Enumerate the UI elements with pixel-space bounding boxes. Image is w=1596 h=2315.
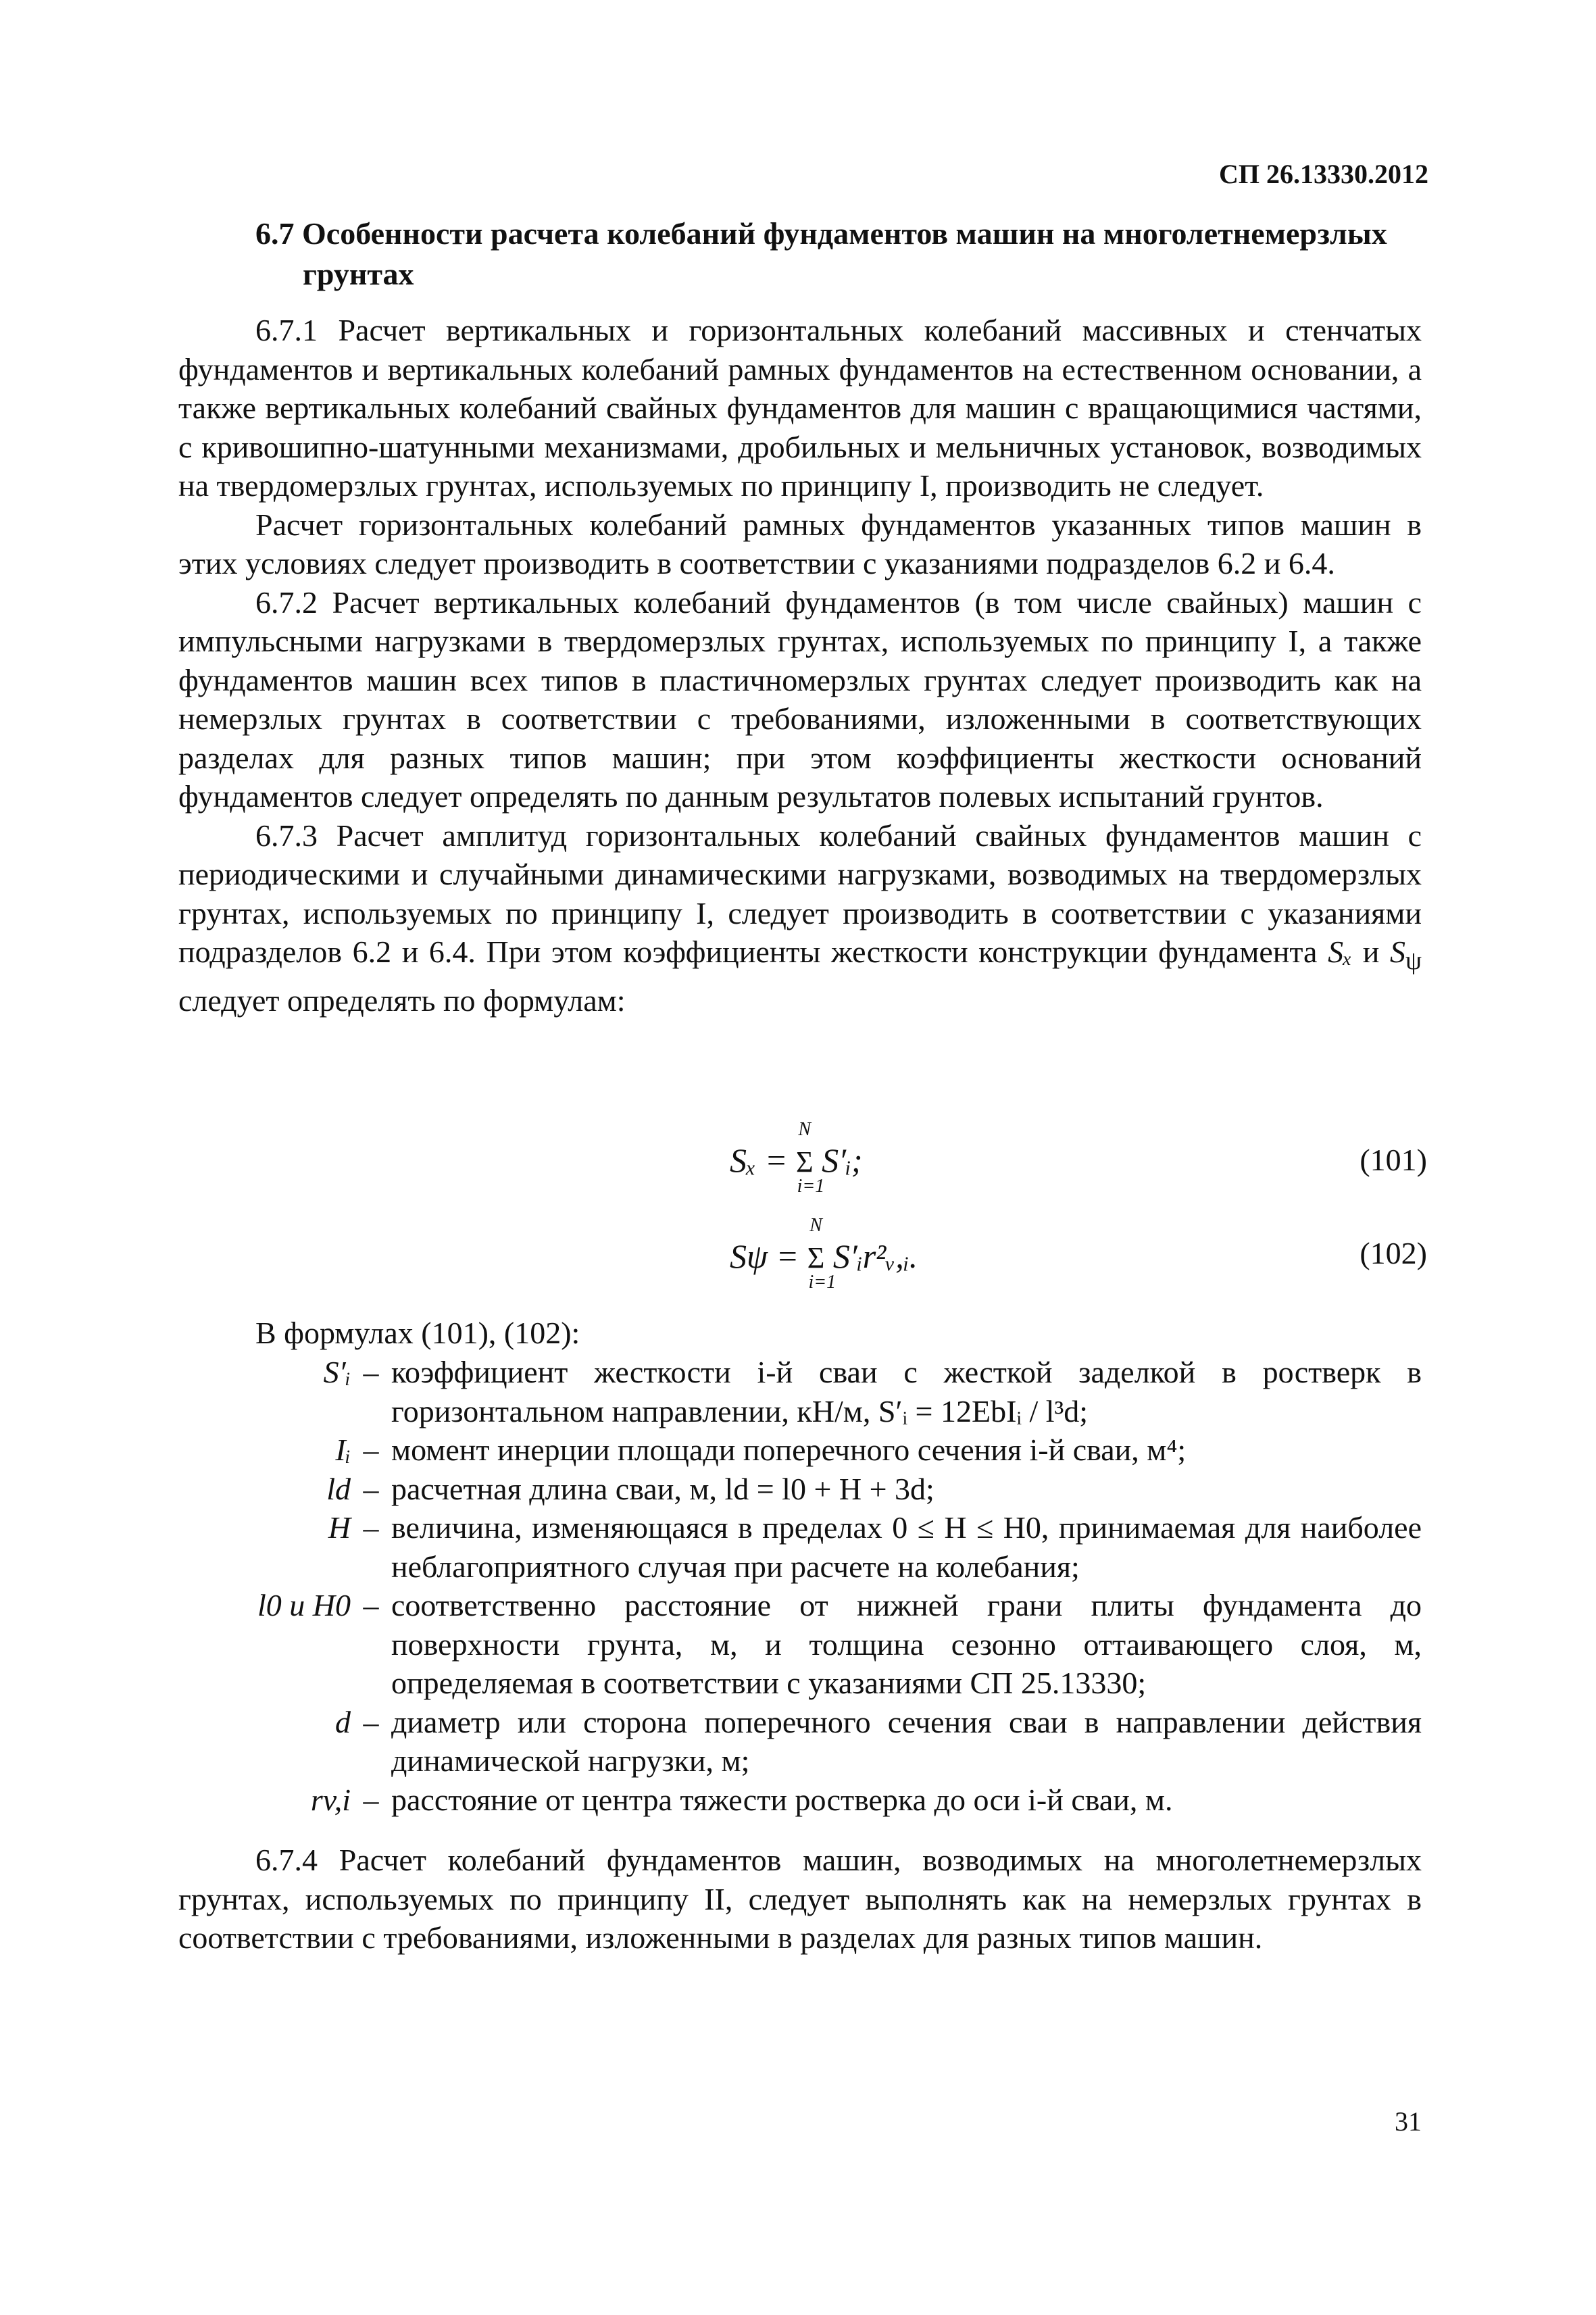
sigma: Σ xyxy=(807,1241,825,1274)
definitions-list xyxy=(178,1353,1422,1819)
definition-symbol: d xyxy=(335,1704,351,1739)
definition-text: диаметр или сторона поперечного сечения сваи в направлении действия динамической нагрузки, м; xyxy=(391,1704,1422,1778)
definition-text: расчетная длина сваи, м, ld = l0 + H + 3d; xyxy=(391,1471,934,1506)
symbol-psi: ψ xyxy=(1405,947,1422,976)
and-word: и xyxy=(1352,935,1390,969)
paragraph-6-7-3 xyxy=(178,816,1422,1020)
symbol-sx: Sₓ xyxy=(1328,935,1353,969)
definition-item xyxy=(178,1430,1422,1470)
definition-symbol: Iᵢ xyxy=(335,1433,351,1467)
definition-item xyxy=(178,1470,1422,1509)
paragraph-6-7-3-text: 6.7.3 Расчет амплитуд горизонтальных колебаний свайных фундаментов машин с периодическими и случайными динамическими нагрузками, возводимых на твердомерзлых грунтах, используемых по принципу I, следует производить в соответствии с указаниями подразделов 6.2 и 6.4. При этом коэффициенты жесткости конструкции фундамента xyxy=(178,818,1422,969)
formula-101-lhs: Sₓ = xyxy=(730,1141,796,1179)
definition-dash: – xyxy=(363,1355,379,1389)
sum-upper: N xyxy=(798,1119,812,1140)
definition-item xyxy=(178,1508,1422,1586)
definition-dash: – xyxy=(363,1704,379,1739)
definition-text: коэффициент жесткости i-й сваи с жесткой заделкой в ростверк в горизонтальном направлении, кН/м, S′ᵢ = 12EbIᵢ / l³d; xyxy=(391,1355,1422,1428)
where-label: В формулах (101), (102): xyxy=(255,1316,580,1350)
definition-item xyxy=(178,1353,1422,1430)
sigma-symbol xyxy=(807,1215,837,1293)
definition-dash: – xyxy=(363,1510,379,1545)
sigma: Σ xyxy=(795,1145,814,1178)
sum-lower: i=1 xyxy=(797,1176,825,1197)
formula-102-rhs: S′ᵢr²ᵥ,ᵢ. xyxy=(832,1237,918,1275)
definition-dash: – xyxy=(363,1471,379,1506)
paragraph-6-7-3-tail: следует определять по формулам: xyxy=(178,982,626,1018)
sum-lower: i=1 xyxy=(808,1272,837,1293)
definition-symbol: rv,i xyxy=(310,1782,351,1817)
formula-102-lhs: Sψ = xyxy=(730,1237,807,1275)
definition-dash: – xyxy=(363,1782,379,1817)
definition-symbol: l0 и H0 xyxy=(257,1588,351,1622)
definition-item xyxy=(178,1703,1422,1781)
paragraph-6-7-1-cont: Расчет горизонтальных колебаний рамных фундаментов указанных типов машин в этих условиях следует производить в соответствии с указаниями подразделов 6.2 и 6.4. xyxy=(178,507,1422,580)
symbol-s: S xyxy=(1390,935,1405,969)
definition-dash: – xyxy=(363,1588,379,1622)
definition-text: соответственно расстояние от нижней грани плиты фундамента до поверхности грунта, м, и толщина сезонно оттаивающего слоя, м, определяемая в соответствии с указаниями СП 25.13330; xyxy=(391,1588,1422,1700)
definition-text: расстояние от центра тяжести ростверка до оси i-й сваи, м. xyxy=(391,1782,1173,1817)
section-title: 6.7 Особенности расчета колебаний фундаментов машин на многолетнемерзлых грунтах xyxy=(255,216,1387,291)
definition-dash: – xyxy=(363,1433,379,1467)
body-text xyxy=(178,311,1422,1020)
closing-text xyxy=(178,1841,1422,1958)
definition-symbol: ld xyxy=(326,1471,351,1506)
formula-101-rhs: S′ᵢ; xyxy=(822,1141,863,1179)
definition-text: величина, изменяющаяся в пределах 0 ≤ H ≤ H0, принимаемая для наиболее неблагоприятного случая при расчете на колебания; xyxy=(391,1510,1422,1584)
page-number: 31 xyxy=(1395,2106,1422,2137)
formula-102 xyxy=(730,1215,918,1293)
document-code-header: СП 26.13330.2012 xyxy=(1219,159,1428,189)
sum-upper: N xyxy=(809,1215,822,1236)
definition-symbol: H xyxy=(328,1510,351,1545)
paragraph-6-7-2: 6.7.2 Расчет вертикальных колебаний фундаментов (в том числе свайных) машин с импульсными нагрузками в твердомерзлых грунтах, используемых по принципу I, а также фундаментов машин всех типов в пластичномерзлых грунтах следует производить как на немерзлых грунтах в соответствии с требованиями, изложенными в соответствующих разделах для разных типов машин; при этом коэффициенты жесткости оснований фундаментов следует определять по данным результатов полевых испытаний грунтов. xyxy=(178,584,1422,814)
definition-item xyxy=(178,1781,1422,1820)
equation-number-102: (102) xyxy=(1360,1236,1427,1270)
paragraph-6-7-4: 6.7.4 Расчет колебаний фундаментов машин, возводимых на многолетнемерзлых грунтах, используемых по принципу II, следует выполнять как на немерзлых грунтах в соответствии с требованиями, изложенными в разделах для разных типов машин. xyxy=(178,1843,1422,1955)
equation-number-101: (101) xyxy=(1360,1143,1427,1177)
paragraph-6-7-1: 6.7.1 Расчет вертикальных и горизонтальных колебаний массивных и стенчатых фундаментов и вертикальных колебаний рамных фундаментов на естественном основании, а также вертикальных колебаний свайных фундаментов для машин с вращающимися частями, с кривошипно-шатунными механизмами, дробильных и мельничных установок, возводимых на твердомерзлых грунтах, используемых по принципу I, производить не следует. xyxy=(178,313,1422,503)
formula-101 xyxy=(730,1119,863,1197)
definition-item xyxy=(178,1586,1422,1703)
definition-symbol: S′ᵢ xyxy=(323,1355,351,1389)
definition-text: момент инерции площади поперечного сечения i-й сваи, м⁴; xyxy=(391,1433,1187,1467)
sigma-symbol xyxy=(795,1119,825,1197)
